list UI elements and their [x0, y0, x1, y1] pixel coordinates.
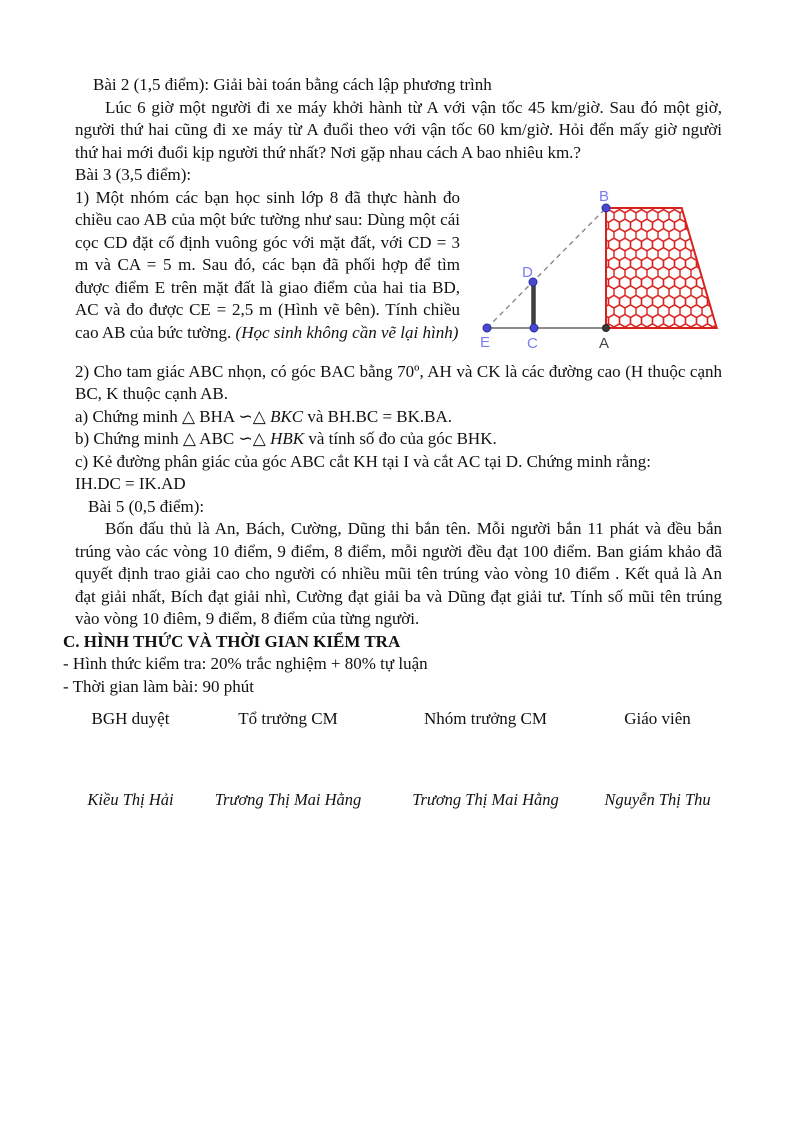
signature-name-4: Nguyễn Thị Thu: [604, 789, 711, 809]
bai3-part1-paragraph: [75, 187, 460, 345]
bai3-part2-intro: 2) Cho tam giác ABC nhọn, có góc BAC bằng 70º, AH và CK là các đường cao (H thuộc cạnh BC, K thuộc cạnh AB.: [75, 361, 722, 403]
bai2-title: Bài 2 (1,5 điểm): Giải bài toán bằng cách lập phương trình: [93, 75, 492, 94]
signature-name-1: Kiều Thị Hải: [87, 789, 174, 809]
bai3-title: Bài 3 (3,5 điểm):: [75, 165, 192, 184]
item-b-suffix: và tính số đo của góc BHK.: [304, 429, 497, 448]
signature-header-to-truong: Tổ trưởng CM: [238, 709, 338, 728]
bai3-part1-row: [75, 187, 722, 361]
bai5-title: Bài 5 (0,5 điểm):: [88, 496, 205, 516]
point-a-dot: [603, 324, 610, 331]
signature-header-nhom-truong: Nhóm trưởng CM: [423, 709, 548, 728]
signature-name-row: [63, 789, 722, 812]
item-b-prefix: b) Chứng minh △ ABC ∽△: [75, 429, 271, 448]
point-c-dot: [530, 324, 538, 332]
bai3-item-c-line2: IH.DC = IK.AD: [75, 474, 186, 493]
item-a-suffix: và BH.BC = BK.BA.: [303, 406, 453, 426]
point-a-label: A: [599, 334, 610, 352]
bai3-item-c-line1: c) Kẻ đường phân giác của góc ABC cắt KH tại I và cắt AC tại D. Chứng minh rằng:: [75, 451, 651, 471]
sight-dashed-line: [487, 208, 606, 328]
point-d-label: D: [522, 263, 533, 281]
bai2-paragraph: Lúc 6 giờ một người đi xe máy khởi hành từ A với vận tốc 45 km/giờ. Sau đó một giờ, người thứ hai cũng đi xe máy từ A đuổi theo với vận tốc 60 km/giờ. Hỏi đến mấy giờ người thứ hai mới đuổi kịp người thứ nhất? Nơi gặp nhau cách A bao nhiêu km.?: [75, 97, 722, 162]
section-c-title: C. HÌNH THỨC VÀ THỜI GIAN KIỂM TRA: [63, 631, 401, 651]
item-a-math: BKC: [270, 406, 304, 426]
bai3-part1-note: (Học sinh không cần vẽ lại hình): [235, 322, 459, 342]
signature-name-3: Trương Thị Mai Hằng: [412, 789, 559, 809]
bai3-item-b: [75, 428, 722, 451]
exam-format-line: - Hình thức kiểm tra: 20% trắc nghiệm + 80% tự luận: [63, 654, 428, 673]
exam-duration-line: - Thời gian làm bài: 90 phút: [63, 676, 254, 696]
signature-name-2: Trương Thị Mai Hằng: [214, 789, 362, 809]
bai5-paragraph: Bốn đấu thủ là An, Bách, Cường, Dũng thi bắn tên. Mỗi người bắn 11 phát và đều bắn trúng vào các vòng 10 điểm, 9 điểm, 8 điểm, mỗi người đều đạt 100 điểm. Ban giám khảo đã quyết định trao giải cao cho người có nhiều mũi tên trúng vào vòng 10 điểm . Kết quả là An đạt giải nhất, Bích đạt giải nhì, Cường đạt giải ba và Dũng đạt giải tư. Tính số mũi tên trúng vào vòng 10 điêm, 9 điểm, 8 điểm của từng người.: [75, 519, 722, 628]
wall-trapezoid: [606, 208, 717, 328]
document-content: [63, 74, 722, 811]
point-e-dot: [483, 324, 491, 332]
bai3-part1-text: 1) Một nhóm các bạn học sinh lớp 8 đã thực hành đo chiều cao AB của một bức tường như sau: Dùng một cái cọc CD đặt cố định vuông góc với mặt đất, với CD = 3 m và CA = 5 m. Sau đó, các bạn đã phối hợp để tìm được điểm E trên mặt đất là giao điểm của hai tia BD, AC và đo được CE = 2,5 m (Hình vẽ bên). Tính chiều cao AB của bức tường.: [75, 187, 460, 342]
bai3-item-a: [75, 406, 722, 429]
signature-header-bgh: BGH duyệt: [91, 709, 170, 728]
item-b-math: HBK: [270, 429, 305, 448]
point-c-label: C: [527, 334, 538, 352]
wall-figure: [460, 187, 747, 361]
signature-header-row: [63, 708, 722, 731]
point-b-label: B: [599, 187, 610, 205]
signature-header-giao-vien: Giáo viên: [624, 709, 691, 728]
wall-figure-svg: [460, 181, 747, 361]
item-a-prefix: a) Chứng minh △ BHA ∽△: [75, 406, 271, 426]
point-b-dot: [602, 204, 610, 212]
point-e-label: E: [480, 333, 491, 351]
